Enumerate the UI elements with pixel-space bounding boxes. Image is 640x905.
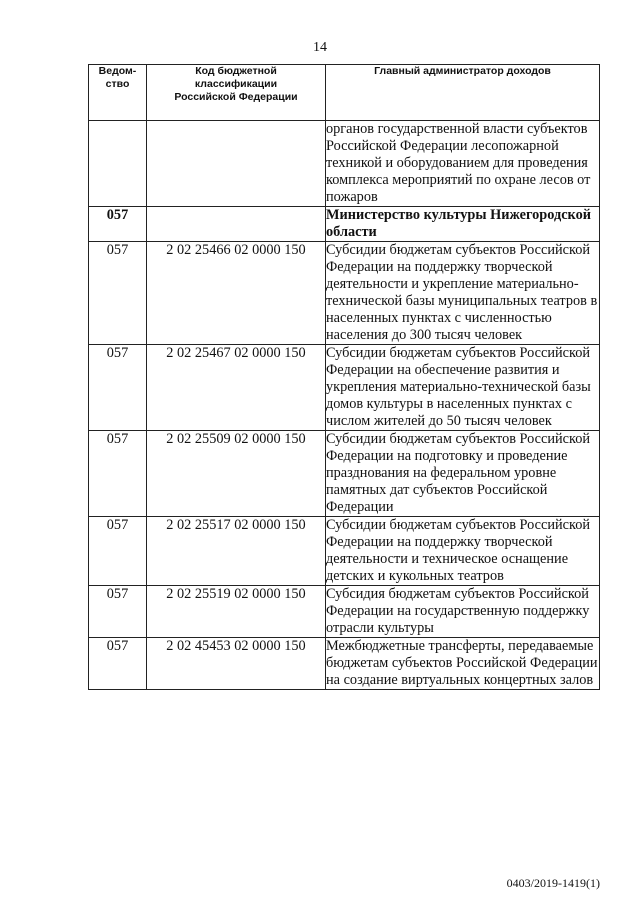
table-row [89, 242, 600, 345]
dept-cell: 057 [89, 638, 147, 690]
header-code-label: Код бюджетной классификации Российской Федерации [174, 65, 298, 103]
table-row [89, 207, 600, 242]
dept-cell [89, 121, 147, 207]
table-body [89, 121, 600, 690]
page-number: 14 [313, 40, 327, 55]
table-row [89, 638, 600, 690]
dept-cell: 057 [89, 586, 147, 638]
dept-cell: 057 [89, 242, 147, 345]
code-cell: 2 02 25509 02 0000 150 [147, 431, 326, 517]
description-cell: Субсидии бюджетам субъектов Российской Федерации на поддержку творческой деятельности и техническое оснащение детских и кукольных театров [326, 517, 600, 586]
table-row [89, 517, 600, 586]
table-row [89, 586, 600, 638]
revenue-administrators-table [88, 64, 600, 690]
code-cell [147, 121, 326, 207]
dept-cell: 057 [89, 517, 147, 586]
header-dept-label: Ведом- ство [98, 65, 137, 90]
code-cell [147, 207, 326, 242]
description-cell: органов государственной власти субъектов Российской Федерации лесопожарной техникой и оборудованием для проведения комплекса мероприятий по охране лесов от пожаров [326, 121, 600, 207]
description-cell: Субсидия бюджетам субъектов Российской Федерации на государственную поддержку отрасли культуры [326, 586, 600, 638]
table-row [89, 121, 600, 207]
dept-cell: 057 [89, 345, 147, 431]
table-header-row [89, 65, 600, 121]
description-cell: Субсидии бюджетам субъектов Российской Федерации на обеспечение развития и укрепления материально-технической базы домов культуры в населенных пунктах с числом жителей до 50 тысяч человек [326, 345, 600, 431]
code-cell: 2 02 25467 02 0000 150 [147, 345, 326, 431]
header-admin [326, 65, 600, 121]
description-cell: Субсидии бюджетам субъектов Российской Федерации на подготовку и проведение празднования на федеральном уровне памятных дат субъектов Российской Федерации [326, 431, 600, 517]
description-cell: Министерство культуры Нижегородской области [326, 207, 600, 242]
description-cell: Субсидии бюджетам субъектов Российской Федерации на поддержку творческой деятельности и укрепление материально-технической базы муниципальных театров в населенных пунктах с численностью населения до 300 тысяч человек [326, 242, 600, 345]
code-cell: 2 02 45453 02 0000 150 [147, 638, 326, 690]
table-row [89, 431, 600, 517]
document-number: 0403/2019-1419(1) [506, 876, 600, 890]
header-dept [89, 65, 147, 121]
header-code [147, 65, 326, 121]
code-cell: 2 02 25466 02 0000 150 [147, 242, 326, 345]
dept-cell: 057 [89, 431, 147, 517]
dept-cell: 057 [89, 207, 147, 242]
code-cell: 2 02 25517 02 0000 150 [147, 517, 326, 586]
header-admin-label: Главный администратор доходов [374, 65, 551, 77]
description-cell: Межбюджетные трансферты, передаваемые бюджетам субъектов Российской Федерации на создание виртуальных концертных залов [326, 638, 598, 688]
table-row [89, 345, 600, 431]
code-cell: 2 02 25519 02 0000 150 [147, 586, 326, 638]
